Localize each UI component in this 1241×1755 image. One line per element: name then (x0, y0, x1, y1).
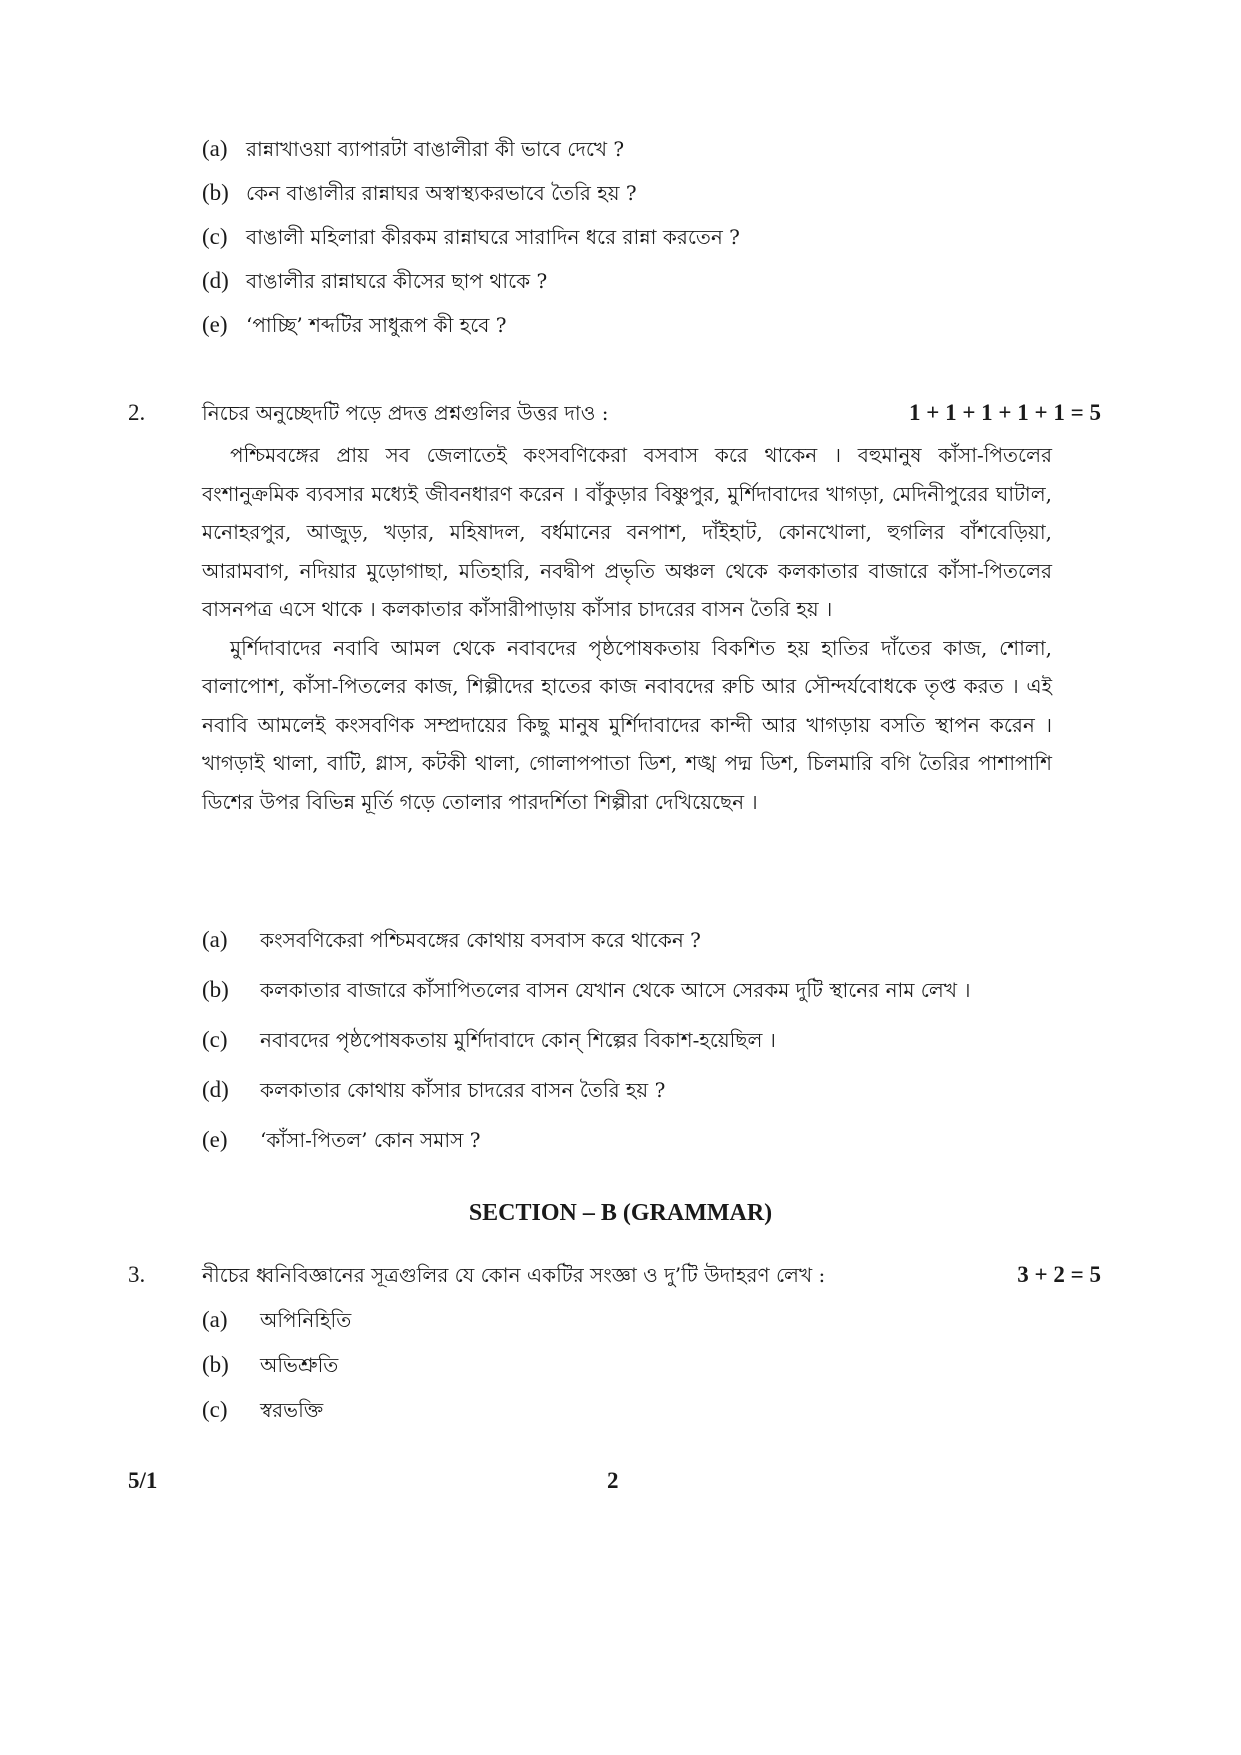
page-number: 2 (607, 1468, 619, 1493)
subquestion-label: (b) (202, 180, 229, 205)
subquestion-text: ‘কাঁসা-পিতল’ কোন সমাস ? (260, 1128, 481, 1152)
subquestion-text: কংসবণিকেরা পশ্চিমবঙ্গের কোথায় বসবাস করে থাকেন ? (260, 928, 701, 952)
option-text: অভিশ্রুতি (260, 1353, 339, 1377)
subquestion-text: বাঙালীর রান্নাঘরে কীসের ছাপ থাকে ? (246, 269, 548, 293)
question-marks: 1 + 1 + 1 + 1 + 1 = 5 (908, 400, 1101, 425)
subquestion-text: বাঙালী মহিলারা কীরকম রান্নাঘরে সারাদিন ধরে রান্না করতেন ? (246, 225, 740, 249)
subquestion-text: কেন বাঙালীর রান্নাঘর অস্বাস্থ্যকরভাবে তৈরি হয় ? (246, 181, 637, 205)
subquestion-label: (d) (202, 268, 229, 293)
subquestion-label: (d) (202, 1077, 229, 1102)
option-label: (b) (202, 1352, 229, 1377)
option-text: স্বরভক্তি (260, 1398, 324, 1422)
question-prompt: নীচের ধ্বনিবিজ্ঞানের সূত্রগুলির যে কোন একটির সংজ্ঞা ও দু’টি উদাহরণ লেখ : (202, 1263, 826, 1287)
passage-paragraph-1: পশ্চিমবঙ্গের প্রায় সব জেলাতেই কংসবণিকেরা বসবাস করে থাকেন । বহুমানুষ কাঁসা-পিতলের বংশানুক্রমিক ব্যবসার মধ্যেই জীবনধারণ করেন । বাঁকুড়ার বিষ্ণুপুর, মুর্শিদাবাদের খাগড়া, মেদিনীপুরের ঘাটাল, মনোহরপুর, আজুড়, খড়ার, মহিষাদল, বর্ধমানের বনপাশ, দাঁইহাট, কোনখোলা, হুগলির বাঁশবেড়িয়া, আরামবাগ, নদিয়ার মুড়োগাছা, মতিহারি, নবদ্বীপ প্রভৃতি অঞ্চল থেকে কলকাতার বাজারে কাঁসা-পিতলের বাসনপত্র এসে থাকে । কলকাতার কাঁসারীপাড়ায় কাঁসার চাদরের বাসন তৈরি হয় । (202, 443, 1052, 621)
subquestion-text: ‘পাচ্ছি’ শব্দটির সাধুরূপ কী হবে ? (246, 313, 507, 337)
option-label: (c) (202, 1397, 228, 1422)
passage-paragraph-2: মুর্শিদাবাদের নবাবি আমল থেকে নবাবদের পৃষ্ঠপোষকতায় বিকশিত হয় হাতির দাঁতের কাজ, শোলা, বালাপোশ, কাঁসা-পিতলের কাজ, শিল্পীদের হাতের কাজ নবাবদের রুচি আর সৌন্দর্যবোধকে তৃপ্ত করত । এই নবাবি আমলেই কংসবণিক সম্প্রদায়ের কিছু মানুষ মুর্শিদাবাদের কান্দী আর খাগড়ায় বসতি স্থাপন করেন । খাগড়াই থালা, বাটি, গ্লাস, কটকী থালা, গোলাপপাতা ডিশ, শঙ্খ পদ্ম ডিশ, চিলমারি বগি তৈরির পাশাপাশি ডিশের উপর বিভিন্ন মূর্তি গড়ে তোলার পারদর্শিতা শিল্পীরা দেখিয়েছেন । (202, 635, 1052, 814)
question-prompt: নিচের অনুচ্ছেদটি পড়ে প্রদত্ত প্রশ্নগুলির উত্তর দাও : (202, 401, 609, 425)
subquestion-text: কলকাতার বাজারে কাঁসাপিতলের বাসন যেখান থেকে আসে সেরকম দুটি স্থানের নাম লেখ । (260, 978, 971, 1002)
subquestion-label: (e) (202, 312, 228, 337)
subquestion-label: (a) (202, 136, 228, 161)
option-text: অপিনিহিতি (260, 1308, 352, 1332)
option-label: (a) (202, 1307, 228, 1332)
subquestion-label: (c) (202, 1027, 228, 1052)
subquestion-text: রান্নাখাওয়া ব্যাপারটা বাঙালীরা কী ভাবে দেখে ? (246, 137, 625, 161)
paper-code: 5/1 (128, 1468, 158, 1493)
question-number: 3. (128, 1262, 146, 1287)
question-number: 2. (128, 400, 146, 425)
section-heading: SECTION – B (GRAMMAR) (468, 1200, 773, 1226)
subquestion-text: কলকাতার কোথায় কাঁসার চাদরের বাসন তৈরি হয় ? (260, 1078, 666, 1102)
subquestion-text: নবাবদের পৃষ্ঠপোষকতায় মুর্শিদাবাদে কোন্ শিল্পের বিকাশ-হয়েছিল । (260, 1028, 776, 1052)
subquestion-label: (a) (202, 927, 228, 952)
subquestion-label: (c) (202, 224, 228, 249)
question-marks: 3 + 2 = 5 (1017, 1262, 1101, 1287)
subquestion-label: (b) (202, 977, 229, 1002)
subquestion-label: (e) (202, 1127, 228, 1152)
question-2-passage (202, 436, 1052, 821)
